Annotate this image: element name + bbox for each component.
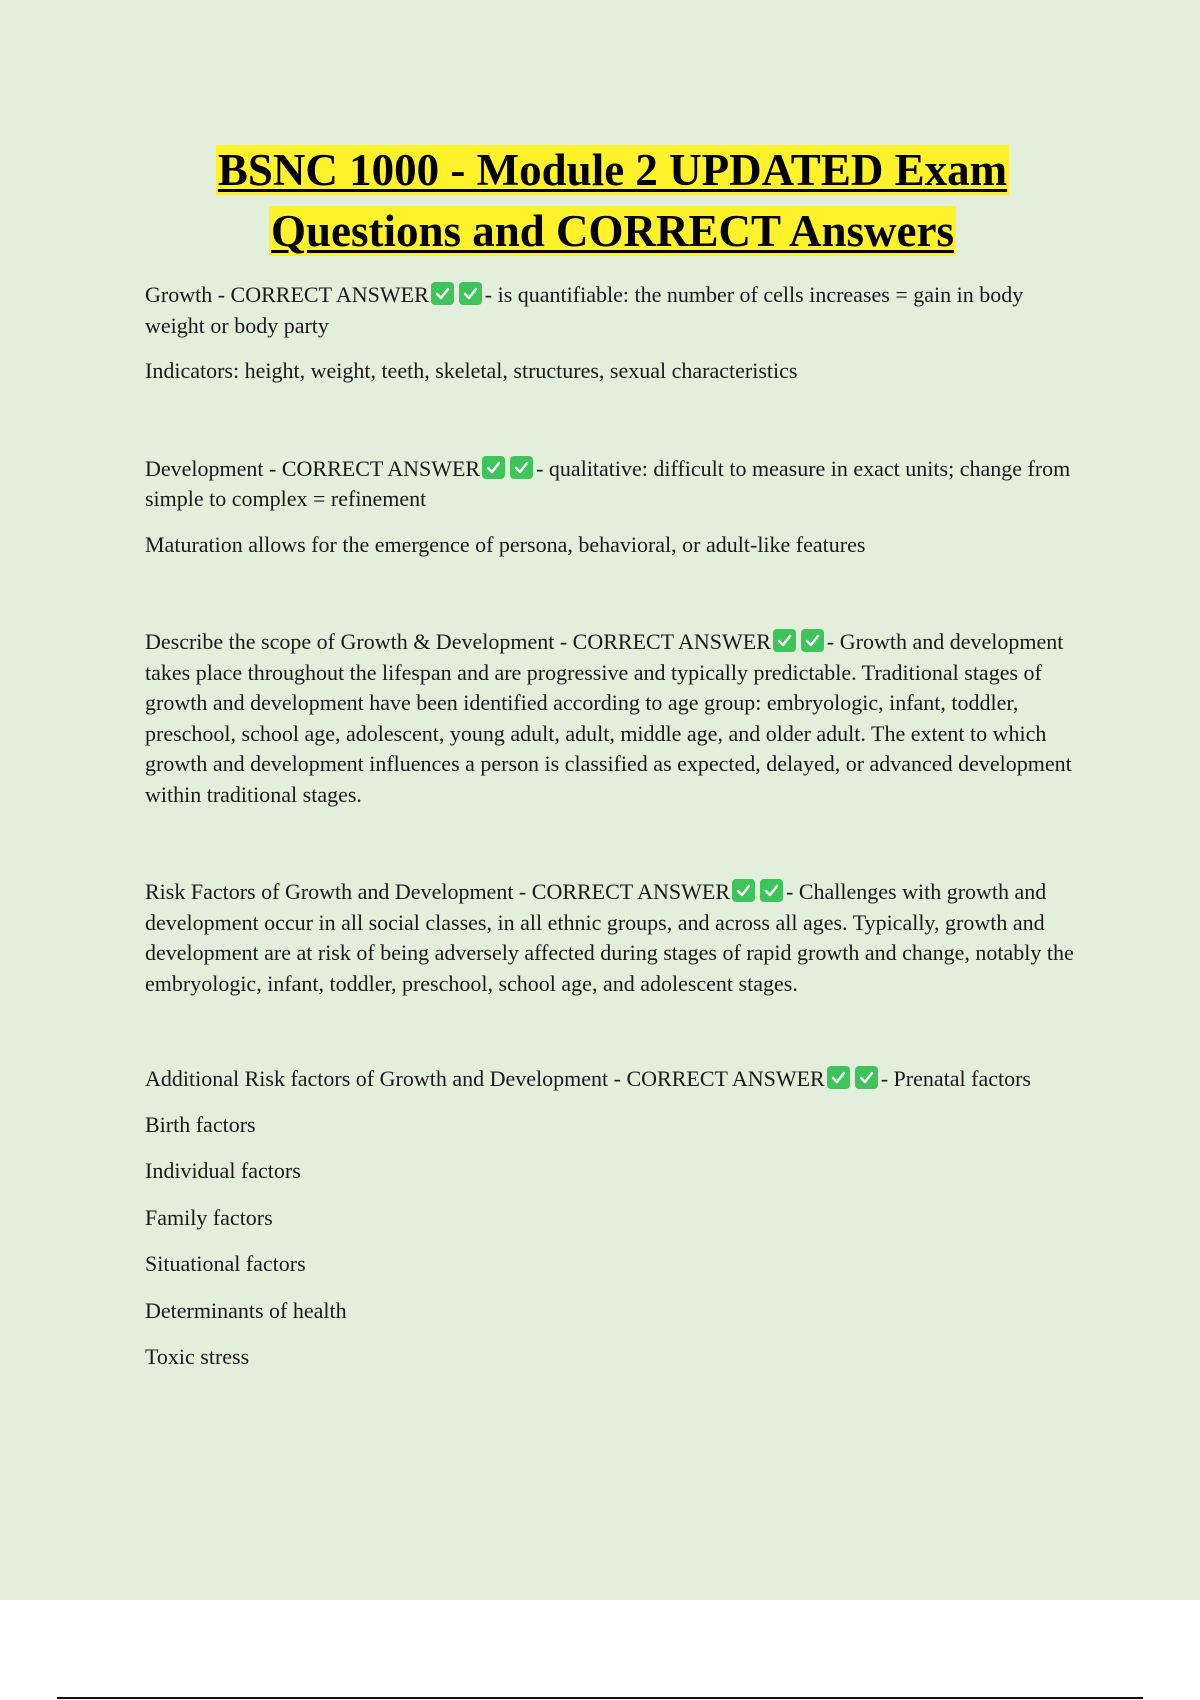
- document-title: [145, 140, 1080, 262]
- qa-answer: - Prenatal factors: [880, 1066, 1031, 1091]
- qa-term: Growth -: [145, 282, 231, 307]
- check-mark-icon: [482, 456, 505, 479]
- check-mark-icon: [827, 1066, 850, 1089]
- qa-entry: [145, 877, 1080, 999]
- correct-answer-tag: CORRECT ANSWER: [230, 282, 429, 307]
- qa-extra-line: Family factors: [145, 1204, 273, 1230]
- qa-extra-line: Situational factors: [145, 1251, 306, 1276]
- correct-answer-tag: CORRECT ANSWER: [531, 879, 731, 904]
- entry-spacer: [145, 1014, 1080, 1064]
- qa-question-line: [145, 280, 1080, 341]
- entry-spacer: [145, 575, 1080, 627]
- qa-extra-line: Birth factors: [145, 1111, 256, 1137]
- qa-extra-line: Maturation allows for the emergence of persona, behavioral, or adult-like features: [145, 531, 866, 557]
- qa-entry: [145, 454, 1080, 561]
- check-mark-icon: [801, 629, 824, 652]
- correct-answer-tag: CORRECT ANSWER: [281, 455, 481, 481]
- qa-term: Additional Risk factors of Growth and Development -: [145, 1066, 627, 1091]
- qa-question-line: [145, 454, 1080, 515]
- qa-entry: [145, 627, 1080, 810]
- document-title-text: BSNC 1000 - Module 2 UPDATED Exam Questions and CORRECT Answers: [217, 145, 1008, 256]
- qa-question-line: [145, 627, 1080, 810]
- check-mark-icon: [732, 879, 755, 902]
- check-mark-icon: [773, 629, 796, 652]
- qa-extra-line: Toxic stress: [145, 1344, 250, 1369]
- check-mark-icon: [510, 456, 533, 479]
- correct-answer-tag: CORRECT ANSWER: [572, 629, 771, 654]
- qa-extra-line: Indicators: height, weight, teeth, skeletal, structures, sexual characteristics: [145, 358, 798, 383]
- qa-answer: - is quantifiable: the number of cells increases = gain in body weight or body party: [145, 282, 1024, 338]
- qa-term: Development -: [145, 455, 282, 481]
- entry-spacer: [145, 402, 1080, 454]
- qa-answer: - Challenges with growth and development occur in all social classes, in all ethnic groups, and across all ages. Typically, growth and development are at risk of being adversely affected during stages of rapid growth and change, notably the embryologic, infant, toddler, preschool, school age, and adolescent stages.: [145, 879, 1074, 996]
- check-mark-icon: [855, 1066, 878, 1089]
- qa-question-line: [145, 877, 1080, 999]
- qa-answer: - Growth and development takes place throughout the lifespan and are progressive and typically predictable. Traditional stages of growth and development have been identified according to age group: embryologic, infant, toddler, preschool, school age, adolescent, young adult, adult, middle age, and older adult. The extent to which growth and development influences a person is classified as expected, delayed, or advanced development within traditional stages.: [145, 629, 1072, 807]
- qa-extra-line: Determinants of health: [145, 1297, 347, 1323]
- check-mark-icon: [431, 282, 454, 305]
- qa-term: Describe the scope of Growth & Development -: [145, 629, 573, 654]
- qa-entry: [145, 1064, 1080, 1373]
- document-content: [145, 140, 1080, 1389]
- footer-divider: [57, 1697, 1143, 1699]
- qa-entry: [145, 280, 1080, 387]
- check-mark-icon: [459, 282, 482, 305]
- qa-term: Risk Factors of Growth and Development -: [145, 879, 532, 904]
- entry-spacer: [145, 825, 1080, 877]
- qa-question-line: [145, 1064, 1080, 1095]
- qa-extra-line: Individual factors: [145, 1158, 301, 1183]
- correct-answer-tag: CORRECT ANSWER: [626, 1066, 825, 1091]
- qa-answer: - qualitative: difficult to measure in exact units; change from simple to complex = refinement: [145, 455, 1071, 511]
- check-mark-icon: [760, 879, 783, 902]
